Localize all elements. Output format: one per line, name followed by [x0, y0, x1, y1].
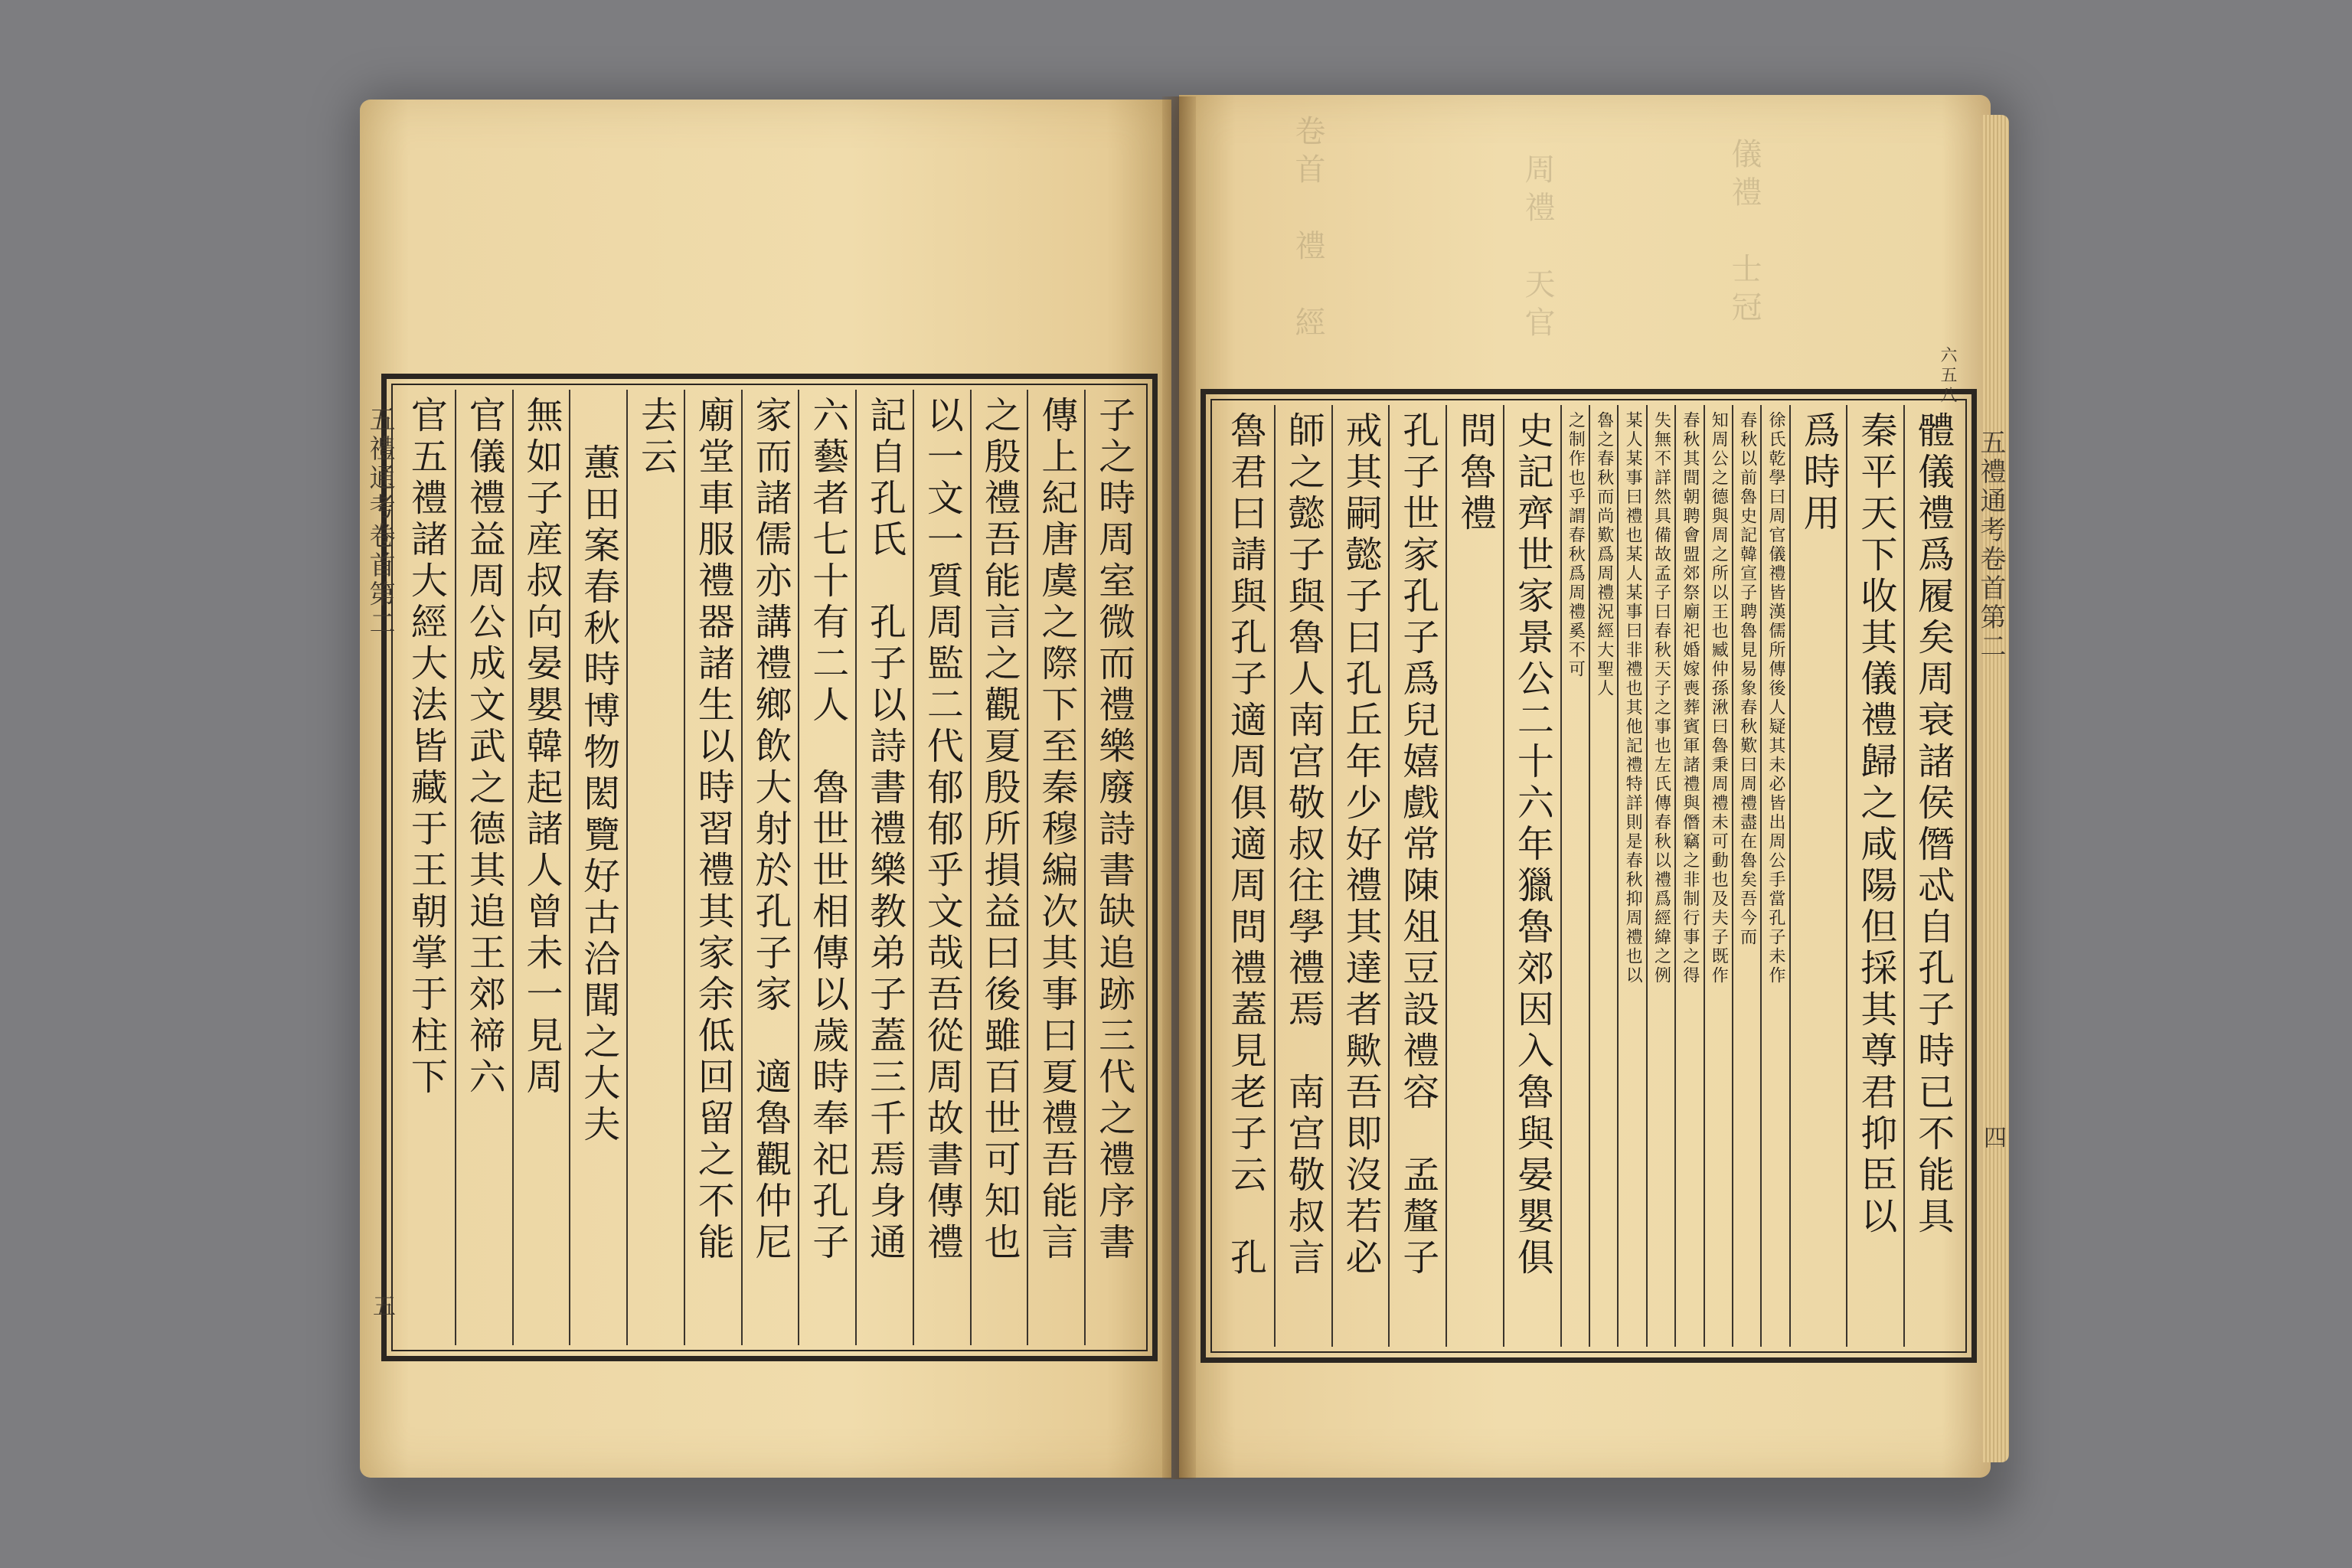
left-column-text: 官五禮諸大經大法皆藏于王朝掌于柱下: [404, 396, 448, 1099]
bleed-through-texture: 卷首 禮 經: [1290, 115, 1325, 345]
left-column: [798, 390, 855, 1345]
left-column: [569, 390, 626, 1345]
right-column: [1217, 405, 1274, 1347]
left-column-text: 記自孔氏 孔子以詩書禮樂教弟子蓋三千焉身通: [863, 396, 906, 1264]
right-corner-mark: 六五八: [1938, 346, 1957, 406]
right-column-text: 某人某事曰禮也某人某事曰非禮也其他記禮特詳則是春秋抑周禮也以: [1623, 411, 1643, 985]
right-column-text: 秦平天下收其儀禮歸之咸陽但採其尊君抑臣以: [1854, 411, 1897, 1238]
left-column: [970, 390, 1027, 1345]
right-column-text: 之制作也乎謂春秋爲周禮奚不可: [1566, 411, 1586, 679]
left-column: [741, 390, 799, 1345]
right-column: [1331, 405, 1389, 1347]
left-column: [512, 390, 570, 1345]
right-column-text: 徐氏乾學曰周官儀禮皆漢儒所傳後人疑其未必皆出周公手當孔子未作: [1766, 411, 1786, 985]
right-column: [1503, 405, 1560, 1347]
right-column-text: 春秋其間朝聘會盟郊祭廟祀婚嫁喪葬賓軍諸禮與僭竊之非制行事之得: [1680, 411, 1700, 985]
left-column-text: 六藝者七十有二人 魯世世相傳以歲時奉祀孔子: [805, 396, 849, 1264]
left-column-text: 官儀禮益周公成文武之德其追王郊禘六: [462, 396, 506, 1099]
left-column-text: 廟堂車服禮器諸生以時習禮其家余低回留之不能: [691, 396, 735, 1264]
right-column: [1560, 405, 1589, 1347]
right-margin-title: 五禮通考卷首第二: [1975, 429, 2006, 662]
left-column-text: 之殷禮吾能言之觀夏殷所損益曰後雖百世可知也: [978, 396, 1021, 1264]
left-column: [913, 390, 970, 1345]
bleed-through-texture: 周禮 天官: [1520, 153, 1555, 345]
right-column: [1903, 405, 1961, 1347]
left-column: [855, 390, 913, 1345]
right-column-text: 問魯禮: [1453, 411, 1497, 535]
right-column: [1732, 405, 1760, 1347]
left-column: [1084, 390, 1142, 1345]
right-column-text: 史記齊世家景公二十六年獵魯郊因入魯與晏嬰俱: [1511, 411, 1554, 1279]
right-column-text: 孔子世家孔子爲兒嬉戲常陳俎豆設禮容 孟釐子: [1396, 411, 1439, 1279]
right-column: [1446, 405, 1503, 1347]
right-column-text: 魯君曰請與孔子適周俱適周問禮蓋見老子云 孔: [1223, 411, 1267, 1279]
left-column-text: 無如子産叔向晏嬰韓起諸人曾未一見周: [519, 396, 563, 1099]
right-column: [1674, 405, 1703, 1347]
right-column: [1846, 405, 1903, 1347]
right-column: [1589, 405, 1617, 1347]
right-column: [1646, 405, 1674, 1347]
left-column-text: 去云: [634, 396, 678, 479]
right-column: [1760, 405, 1788, 1347]
right-column: [1617, 405, 1645, 1347]
left-column-text: 子之時周室微而禮樂廢詩書缺追跡三代之禮序書: [1092, 396, 1135, 1264]
left-margin-title: 五禮通考卷首第二: [364, 406, 395, 639]
left-column-text: 傳上紀唐虞之際下至秦穆編次其事曰夏禮吾能言: [1034, 396, 1078, 1264]
left-column: [397, 390, 455, 1345]
right-column-text: 爲時用: [1797, 411, 1841, 535]
right-folio-number: 四: [1979, 1125, 2006, 1152]
right-column-text: 體儀禮爲履矣周衰諸侯僭忒自孔子時已不能具: [1911, 411, 1955, 1238]
right-column-text: 失無不詳然具備故孟子曰春秋天子之事也左氏傳春秋以禮爲經緯之例: [1651, 411, 1671, 985]
right-column-text: 春秋以前魯史記韓宣子聘魯見易象春秋歎曰周禮盡在魯矣吾今而: [1737, 411, 1757, 947]
left-column: [684, 390, 741, 1345]
right-column: [1274, 405, 1331, 1347]
left-column-text: 以一文一質周監二代郁郁乎文哉吾從周故書傳禮: [920, 396, 964, 1264]
left-folio-number: 五: [368, 1294, 395, 1320]
right-column: [1789, 405, 1847, 1347]
right-column-text: 戒其嗣懿子曰孔丘年少好禮其達者歟吾即沒若必: [1339, 411, 1383, 1279]
book-gutter: [1162, 96, 1196, 1479]
right-text-frame: [1200, 389, 1977, 1363]
right-column: [1704, 405, 1732, 1347]
right-column-area: [1217, 405, 1961, 1347]
left-column-text: 家而諸儒亦講禮鄉飲大射於孔子家 適魯觀仲尼: [749, 396, 792, 1264]
bleed-through-texture: 儀禮 士冠: [1726, 138, 1762, 329]
right-column-text: 魯之春秋而尚歎爲周禮況經大聖人: [1594, 411, 1614, 698]
left-column: [455, 390, 512, 1345]
right-column-text: 師之懿子與魯人南宫敬叔往學禮焉 南宫敬叔言: [1282, 411, 1325, 1279]
left-column: [1027, 390, 1084, 1345]
left-column: [626, 390, 684, 1345]
left-text-frame: [381, 374, 1158, 1361]
left-column-text: 蕙田案春秋時博物閎覽好古洽聞之大夫: [577, 443, 620, 1146]
right-column: [1388, 405, 1446, 1347]
right-column-text: 知周公之德與周之所以王也臧仲孫湫曰魯秉周禮未可動也及夫子既作: [1709, 411, 1729, 985]
left-column-area: [397, 390, 1142, 1345]
